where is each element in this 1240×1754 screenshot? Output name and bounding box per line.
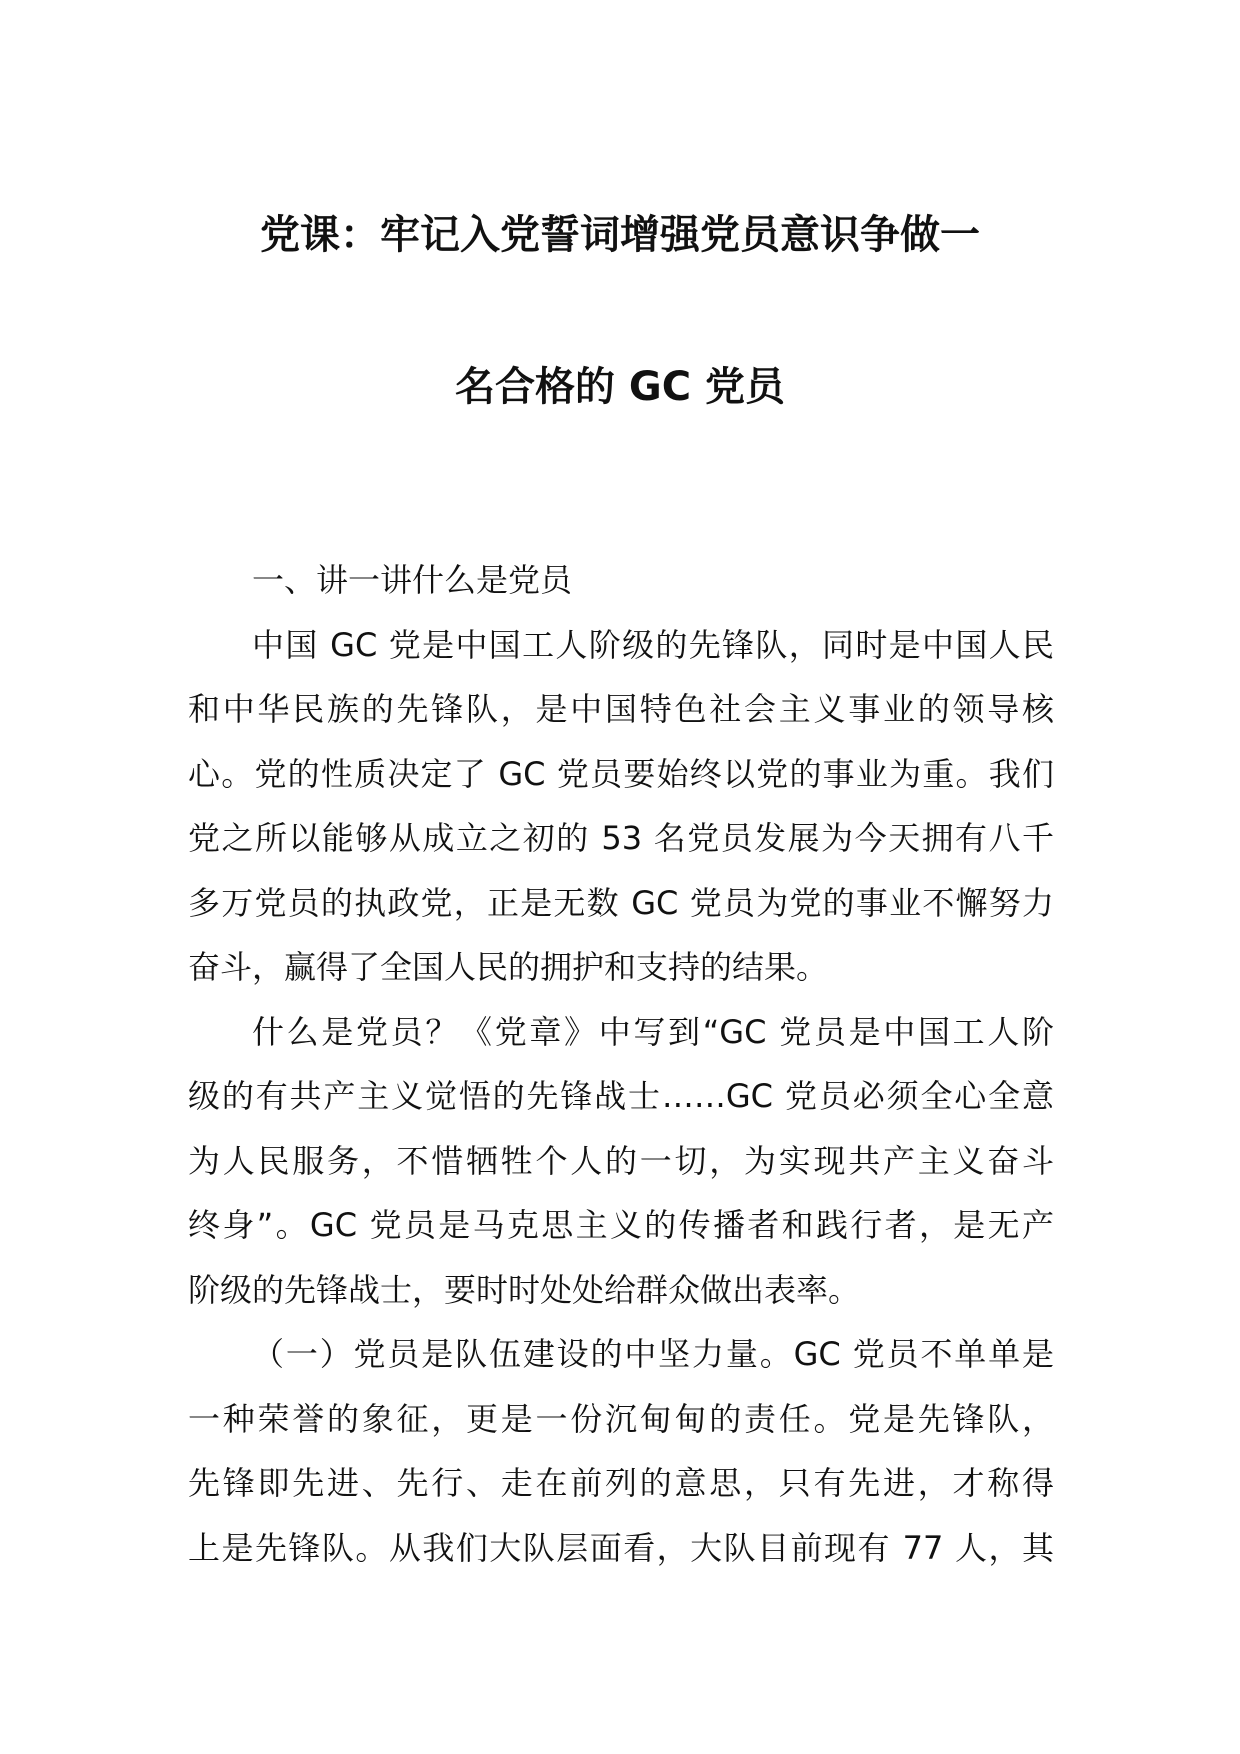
paragraph-line: 什么是党员？《党章》中写到“GC 党员是中国工人阶 xyxy=(252,1012,1054,1051)
paragraph-line: 奋斗，赢得了全国人民的拥护和支持的结果。 xyxy=(188,948,829,986)
paragraph-line: 一种荣誉的象征，更是一份沉甸甸的责任。党是先锋队， xyxy=(188,1399,1054,1438)
paragraph-line: 终身”。GC 党员是马克思主义的传播者和践行者，是无产 xyxy=(188,1206,1054,1244)
paragraph-line: 先锋即先进、先行、走在前列的意思，只有先进，才称得 xyxy=(188,1464,1054,1502)
paragraph-line: 阶级的先锋战士，要时时处处给群众做出表率。 xyxy=(188,1270,861,1309)
document-title-line-1: 党课：牢记入党誓词增强党员意识争做一 xyxy=(260,212,980,258)
paragraph-line: 级的有共产主义觉悟的先锋战士……GC 党员必须全心全意 xyxy=(188,1077,1054,1115)
document-title-line-2: 名合格的 GC 党员 xyxy=(454,364,786,410)
paragraph-line: 上是先锋队。从我们大队层面看，大队目前现有 77 人，其 xyxy=(188,1528,1054,1567)
section-heading: 一、讲一讲什么是党员 xyxy=(252,561,573,599)
paragraph-line: 中国 GC 党是中国工人阶级的先锋队，同时是中国人民 xyxy=(252,625,1054,664)
paragraph-line: 党之所以能够从成立之初的 53 名党员发展为今天拥有八千 xyxy=(188,819,1054,857)
document-body xyxy=(188,548,1054,1580)
paragraph-line: 多万党员的执政党，正是无数 GC 党员为党的事业不懈努力 xyxy=(188,883,1054,922)
paragraph-line: 心。党的性质决定了 GC 党员要始终以党的事业为重。我们 xyxy=(188,754,1054,793)
paragraph-line: （一）党员是队伍建设的中坚力量。GC 党员不单单是 xyxy=(252,1335,1054,1373)
paragraph-line: 为人民服务，不惜牺牲个人的一切，为实现共产主义奋斗 xyxy=(188,1141,1054,1180)
paragraph-line: 和中华民族的先锋队，是中国特色社会主义事业的领导核 xyxy=(188,690,1054,728)
